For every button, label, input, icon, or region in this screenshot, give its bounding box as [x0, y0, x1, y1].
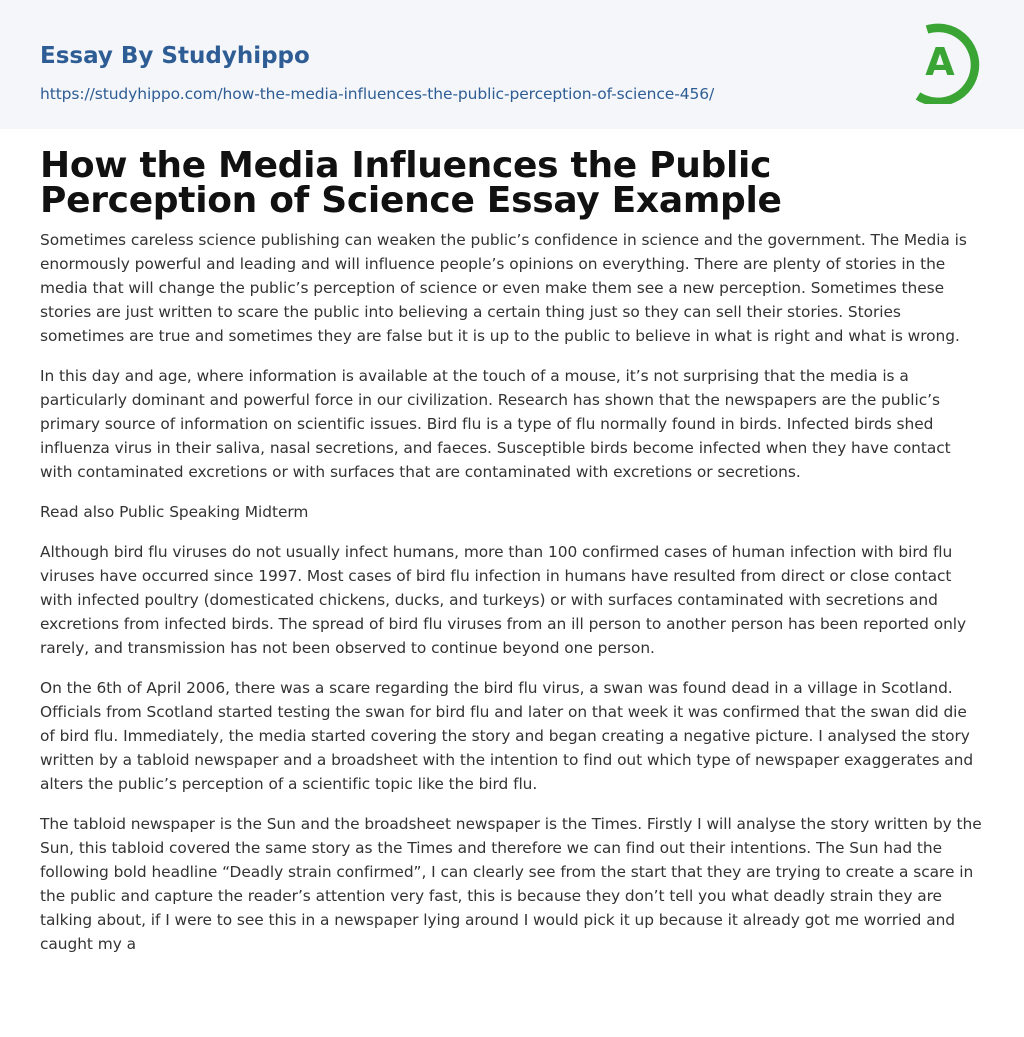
studyhippo-logo-icon[interactable] [902, 20, 986, 104]
logo-letter: A [925, 40, 955, 84]
site-brand[interactable]: Essay By Studyhippo [40, 43, 310, 69]
essay-url-link[interactable]: https://studyhippo.com/how-the-media-influences-the-public-perception-of-science-456/ [40, 85, 715, 103]
essay-paragraph: Although bird flu viruses do not usually infect humans, more than 100 confirmed cases of human infection with bird flu viruses have occurred since 1997. Most cases of bird flu infection in humans have resulted from direct or close contact with infected poultry (domesticated chickens, ducks, and turkeys) or with surfaces contaminated with secretions and excretions from infected birds. The spread of bird flu viruses from an ill person to another person has been reported only rarely, and transmission has not been observed to continue beyond one person. [40, 543, 967, 657]
essay-paragraph: Sometimes careless science publishing can weaken the public’s confidence in science and the government. The Media is enormously powerful and leading and will influence people’s opinions on everything. There are plenty of stories in the media that will change the public’s perception of science or even make them see a new perception. Sometimes these stories are just written to scare the public into believing a certain thing just so they can sell their stories. Stories sometimes are true and sometimes they are false but it is up to the public to believe in what is right and what is wrong. [40, 231, 967, 345]
essay-paragraph: The tabloid newspaper is the Sun and the broadsheet newspaper is the Times. Firstly I will analyse the story written by the Sun, this tabloid covered the same story as the Times and therefore we can find out their intentions. The Sun had the following bold headline “Deadly strain confirmed”, I can clearly see from the start that they are trying to create a scare in the public and capture the reader’s attention very fast, this is because they don’t tell you what deadly strain they are talking about, if I were to see this in a newspaper lying around I would pick it up because it already got me worried and caught my a [40, 815, 982, 953]
read-also-link[interactable] [40, 500, 985, 524]
essay-paragraph: In this day and age, where information is available at the touch of a mouse, it’s not surprising that the media is a particularly dominant and powerful force in our civilization. Research has shown that the newspapers are the public’s primary source of information on scientific issues. Bird flu is a type of flu normally found in birds. Infected birds shed influenza virus in their saliva, nasal secretions, and faeces. Susceptible birds become infected when they have contact with contaminated excretions or with surfaces that are contaminated with excretions or secretions. [40, 367, 951, 481]
essay-article [40, 145, 985, 972]
essay-paragraph: On the 6th of April 2006, there was a scare regarding the bird flu virus, a swan was found dead in a village in Scotland. Officials from Scotland started testing the swan for bird flu and later on that week it was confirmed that the swan did die of bird flu. Immediately, the media started covering the story and began creating a negative picture. I analysed the story written by a tabloid newspaper and a broadsheet with the intention to find out which type of newspaper exaggerates and alters the public’s perception of a scientific topic like the bird flu. [40, 679, 974, 793]
site-header [0, 0, 1024, 129]
essay-title: How the Media Influences the Public Perception of Science Essay Example [40, 145, 782, 221]
read-also-text[interactable]: Read also Public Speaking Midterm [40, 503, 309, 521]
